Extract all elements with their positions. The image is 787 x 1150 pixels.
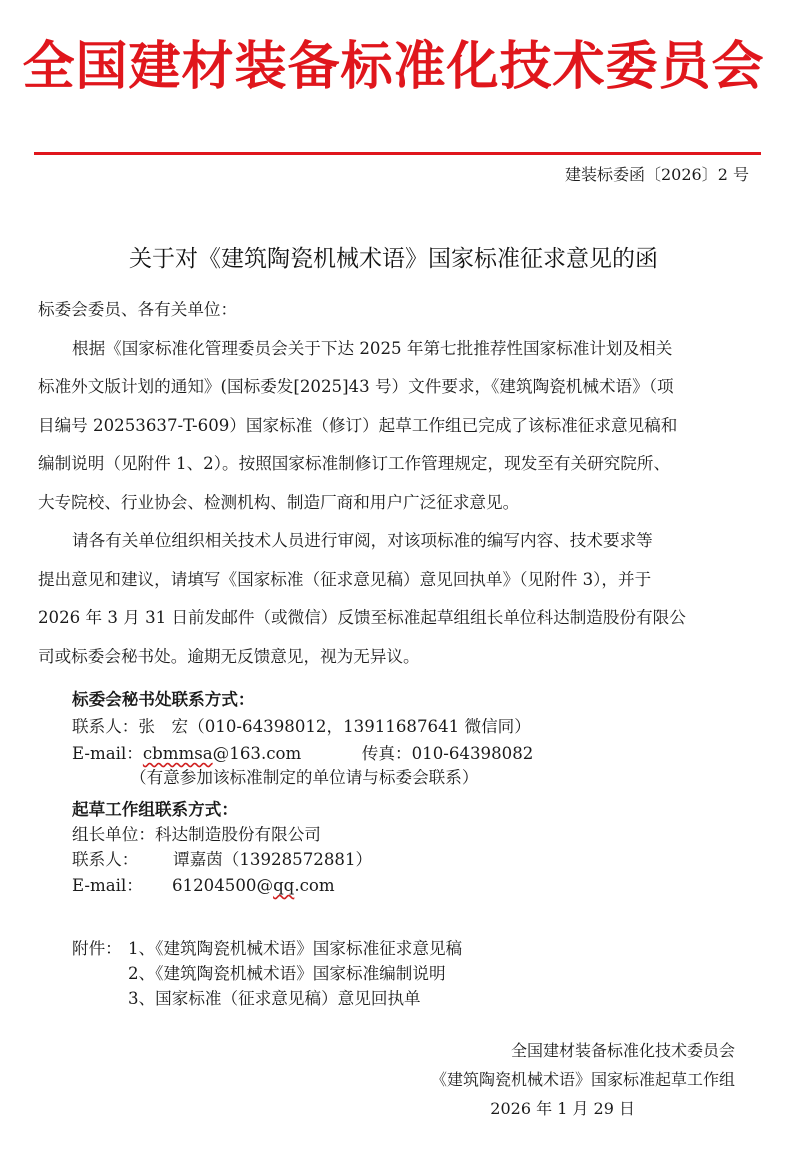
paragraph1-line: 标准外文版计划的通知》(国标委发[2025]43 号）文件要求，《建筑陶瓷机械术语》（项 bbox=[38, 377, 674, 396]
drafting-contact-label: 联系人： bbox=[72, 850, 139, 869]
drafting-email-domain[interactable]: qq bbox=[273, 876, 295, 895]
contact-name: 张 宏 bbox=[138, 717, 189, 736]
document-number: 建装标委函〔2026〕2 号 bbox=[565, 165, 749, 184]
paragraph2-line: 请各有关单位组织相关技术人员进行审阅，对该项标准的编写内容、技术要求等 bbox=[72, 531, 653, 550]
paragraph1-line: 根据《国家标准化管理委员会关于下达 2025 年第七批推荐性国家标准计划及相关 bbox=[72, 339, 673, 358]
attachment-item: 2、《建筑陶瓷机械术语》国家标准编制说明 bbox=[128, 964, 446, 983]
paragraph1-line: 编制说明（见附件 1、2）。按照国家标准制修订工作管理规定，现发至有关研究院所、 bbox=[38, 454, 671, 473]
drafting-email-label: E-mail： bbox=[72, 876, 143, 895]
paragraph1-line: 目编号 20253637-T-609）国家标准（修订）起草工作组已完成了该标准征求意见稿和 bbox=[38, 416, 678, 435]
attachment-item: 1、《建筑陶瓷机械术语》国家标准征求意见稿 bbox=[128, 939, 463, 958]
drafting-contact-value: 谭嘉茵（13928572881） bbox=[173, 850, 373, 869]
email-domain[interactable]: @163.com bbox=[212, 744, 302, 763]
drafting-leader-unit: 组长单位：科达制造股份有限公司 bbox=[72, 825, 321, 844]
email-user[interactable]: cbmmsa bbox=[142, 744, 213, 763]
drafting-email-tld[interactable]: .com bbox=[294, 876, 335, 895]
red-divider bbox=[34, 152, 761, 155]
fax-number: 传真：010-64398082 bbox=[361, 744, 534, 763]
secretariat-note: （有意参加该标准制定的单位请与标委会联系） bbox=[130, 768, 479, 787]
signature-block bbox=[431, 1036, 735, 1123]
document-title: 关于对《建筑陶瓷机械术语》国家标准征求意见的函 bbox=[129, 246, 658, 272]
attachments-label: 附件： bbox=[72, 939, 122, 958]
signature-date: 2026 年 1 月 29 日 bbox=[490, 1099, 635, 1118]
paragraph2-line: 2026 年 3 月 31 日前发邮件（或微信）反馈至标准起草组组长单位科达制造股份有限公 bbox=[38, 608, 686, 627]
org-title: 全国建材装备标准化技术委员会 bbox=[22, 37, 765, 97]
attachment-item: 3、国家标准（征求意见稿）意见回执单 bbox=[128, 989, 421, 1008]
secretariat-contact bbox=[72, 713, 531, 737]
contact-label: 联系人： bbox=[72, 717, 139, 736]
drafting-email-row bbox=[72, 872, 335, 896]
email-label: E-mail： bbox=[72, 744, 143, 763]
drafting-group-heading: 起草工作组联系方式： bbox=[72, 799, 238, 819]
salutation: 标委会委员、各有关单位： bbox=[38, 300, 238, 319]
signature-org: 全国建材装备标准化技术委员会 bbox=[510, 1041, 735, 1060]
secretariat-heading: 标委会秘书处联系方式： bbox=[72, 689, 255, 709]
signature-group: 《建筑陶瓷机械术语》国家标准起草工作组 bbox=[430, 1070, 735, 1089]
paragraph2-line: 提出意见和建议，请填写《国家标准（征求意见稿）意见回执单》（见附件 3），并于 bbox=[38, 570, 652, 589]
secretariat-email-row bbox=[72, 740, 533, 764]
paragraph2-line: 司或标委会秘书处。逾期无反馈意见，视为无异议。 bbox=[38, 647, 420, 666]
paragraph1-line: 大专院校、行业协会、检测机构、制造厂商和用户广泛征求意见。 bbox=[38, 493, 520, 512]
drafting-contact bbox=[72, 846, 372, 870]
contact-phones: （010-64398012，13911687641 微信同） bbox=[188, 717, 531, 736]
drafting-email-user[interactable]: 61204500@ bbox=[172, 876, 274, 895]
